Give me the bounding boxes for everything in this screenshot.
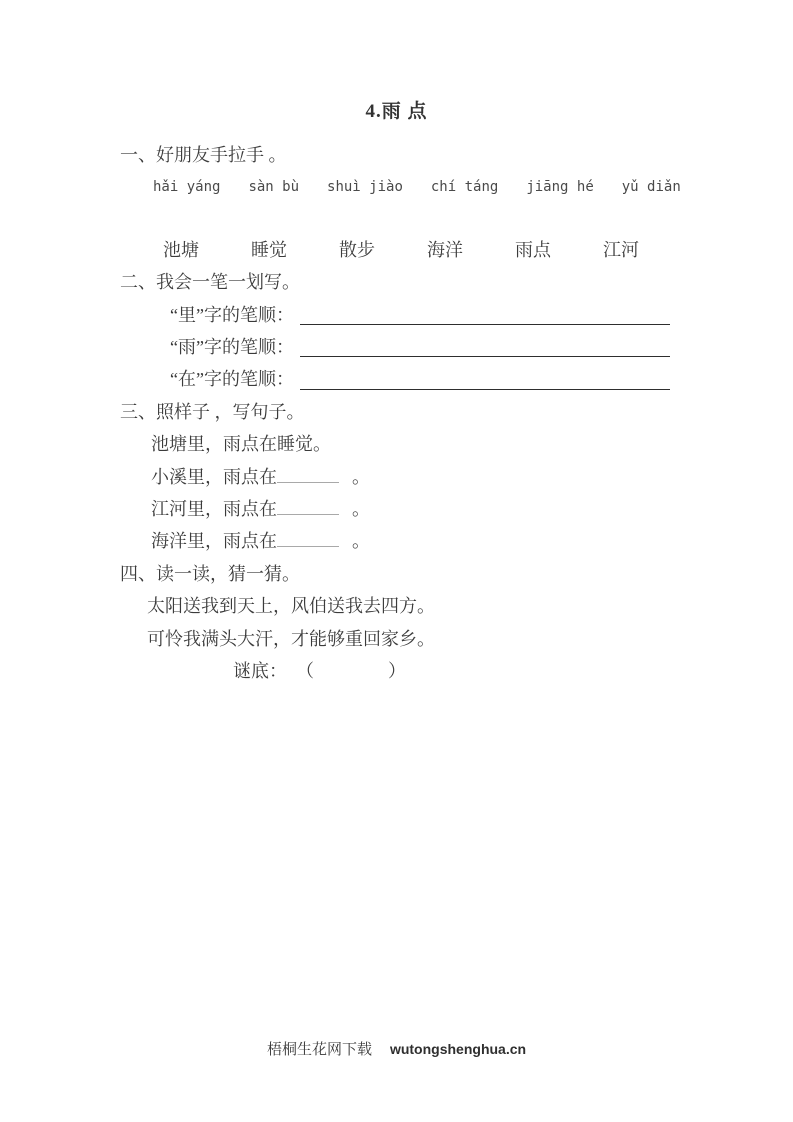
pinyin-item: shuì jiào — [327, 179, 403, 196]
section-1-heading: 一、好朋友手拉手 。 — [120, 145, 287, 165]
footer-site-name: 梧桐生花网下载 — [266, 1042, 372, 1058]
answer-line — [300, 324, 670, 325]
word-item: 睡觉 — [251, 239, 287, 260]
sentence-period: 。 — [352, 499, 370, 520]
sentence-prefix: 江河里，雨点在 — [151, 499, 277, 520]
section-2-heading: 二、我会一笔一划写。 — [120, 272, 300, 293]
fill-in-row — [151, 525, 730, 557]
word-row — [163, 234, 730, 266]
document-body — [120, 139, 730, 688]
sentence-period: 。 — [352, 466, 370, 487]
open-paren: （ — [305, 661, 314, 682]
stroke-order-row — [170, 331, 670, 363]
fill-in-row — [151, 493, 730, 525]
footer-site-url: wutongshenghua.cn — [389, 1041, 527, 1057]
answer-blank — [277, 464, 339, 483]
word-item: 散步 — [339, 239, 375, 260]
sentence-period: 。 — [352, 531, 370, 552]
sentence-prefix: 小溪里，雨点在 — [151, 466, 277, 487]
word-item: 江河 — [603, 239, 639, 260]
word-item: 海洋 — [427, 239, 463, 260]
pinyin-item: chí táng — [430, 179, 499, 196]
stroke-order-row — [170, 299, 670, 331]
pinyin-item: yǔ diǎn — [621, 179, 681, 196]
stroke-order-label: “里”字的笔顺： — [170, 304, 294, 325]
riddle-line: 可怜我满头大汗，才能够重回家乡。 — [147, 628, 435, 649]
answer-blank — [277, 496, 339, 515]
section-3-heading: 三、照样子 ，写句子。 — [120, 401, 305, 422]
pinyin-item: hǎi yáng — [153, 179, 221, 196]
section-4-heading: 四、读一读，猜一猜。 — [120, 563, 300, 584]
pinyin-item: sàn bù — [248, 179, 300, 196]
sentence-prefix: 海洋里，雨点在 — [151, 531, 277, 552]
word-item: 雨点 — [515, 239, 551, 260]
pinyin-row — [153, 171, 730, 203]
answer-blank — [277, 528, 339, 547]
answer-line — [300, 389, 670, 390]
page-footer — [0, 1038, 793, 1059]
stroke-order-label: “在”字的笔顺： — [170, 369, 294, 390]
answer-line — [300, 356, 670, 357]
page-title: 4.雨 点 — [365, 101, 428, 122]
pinyin-item: jiāng hé — [526, 179, 594, 196]
riddle-answer-row — [233, 655, 730, 687]
fill-in-row — [151, 461, 730, 493]
example-sentence: 池塘里，雨点在睡觉。 — [151, 434, 331, 455]
close-paren: ） — [388, 661, 406, 682]
riddle-line: 太阳送我到天上，风伯送我去四方。 — [147, 596, 435, 617]
stroke-order-row — [170, 363, 670, 395]
stroke-order-label: “雨”字的笔顺： — [170, 337, 294, 358]
answer-label: 谜底： — [233, 661, 287, 682]
word-item: 池塘 — [163, 239, 199, 260]
